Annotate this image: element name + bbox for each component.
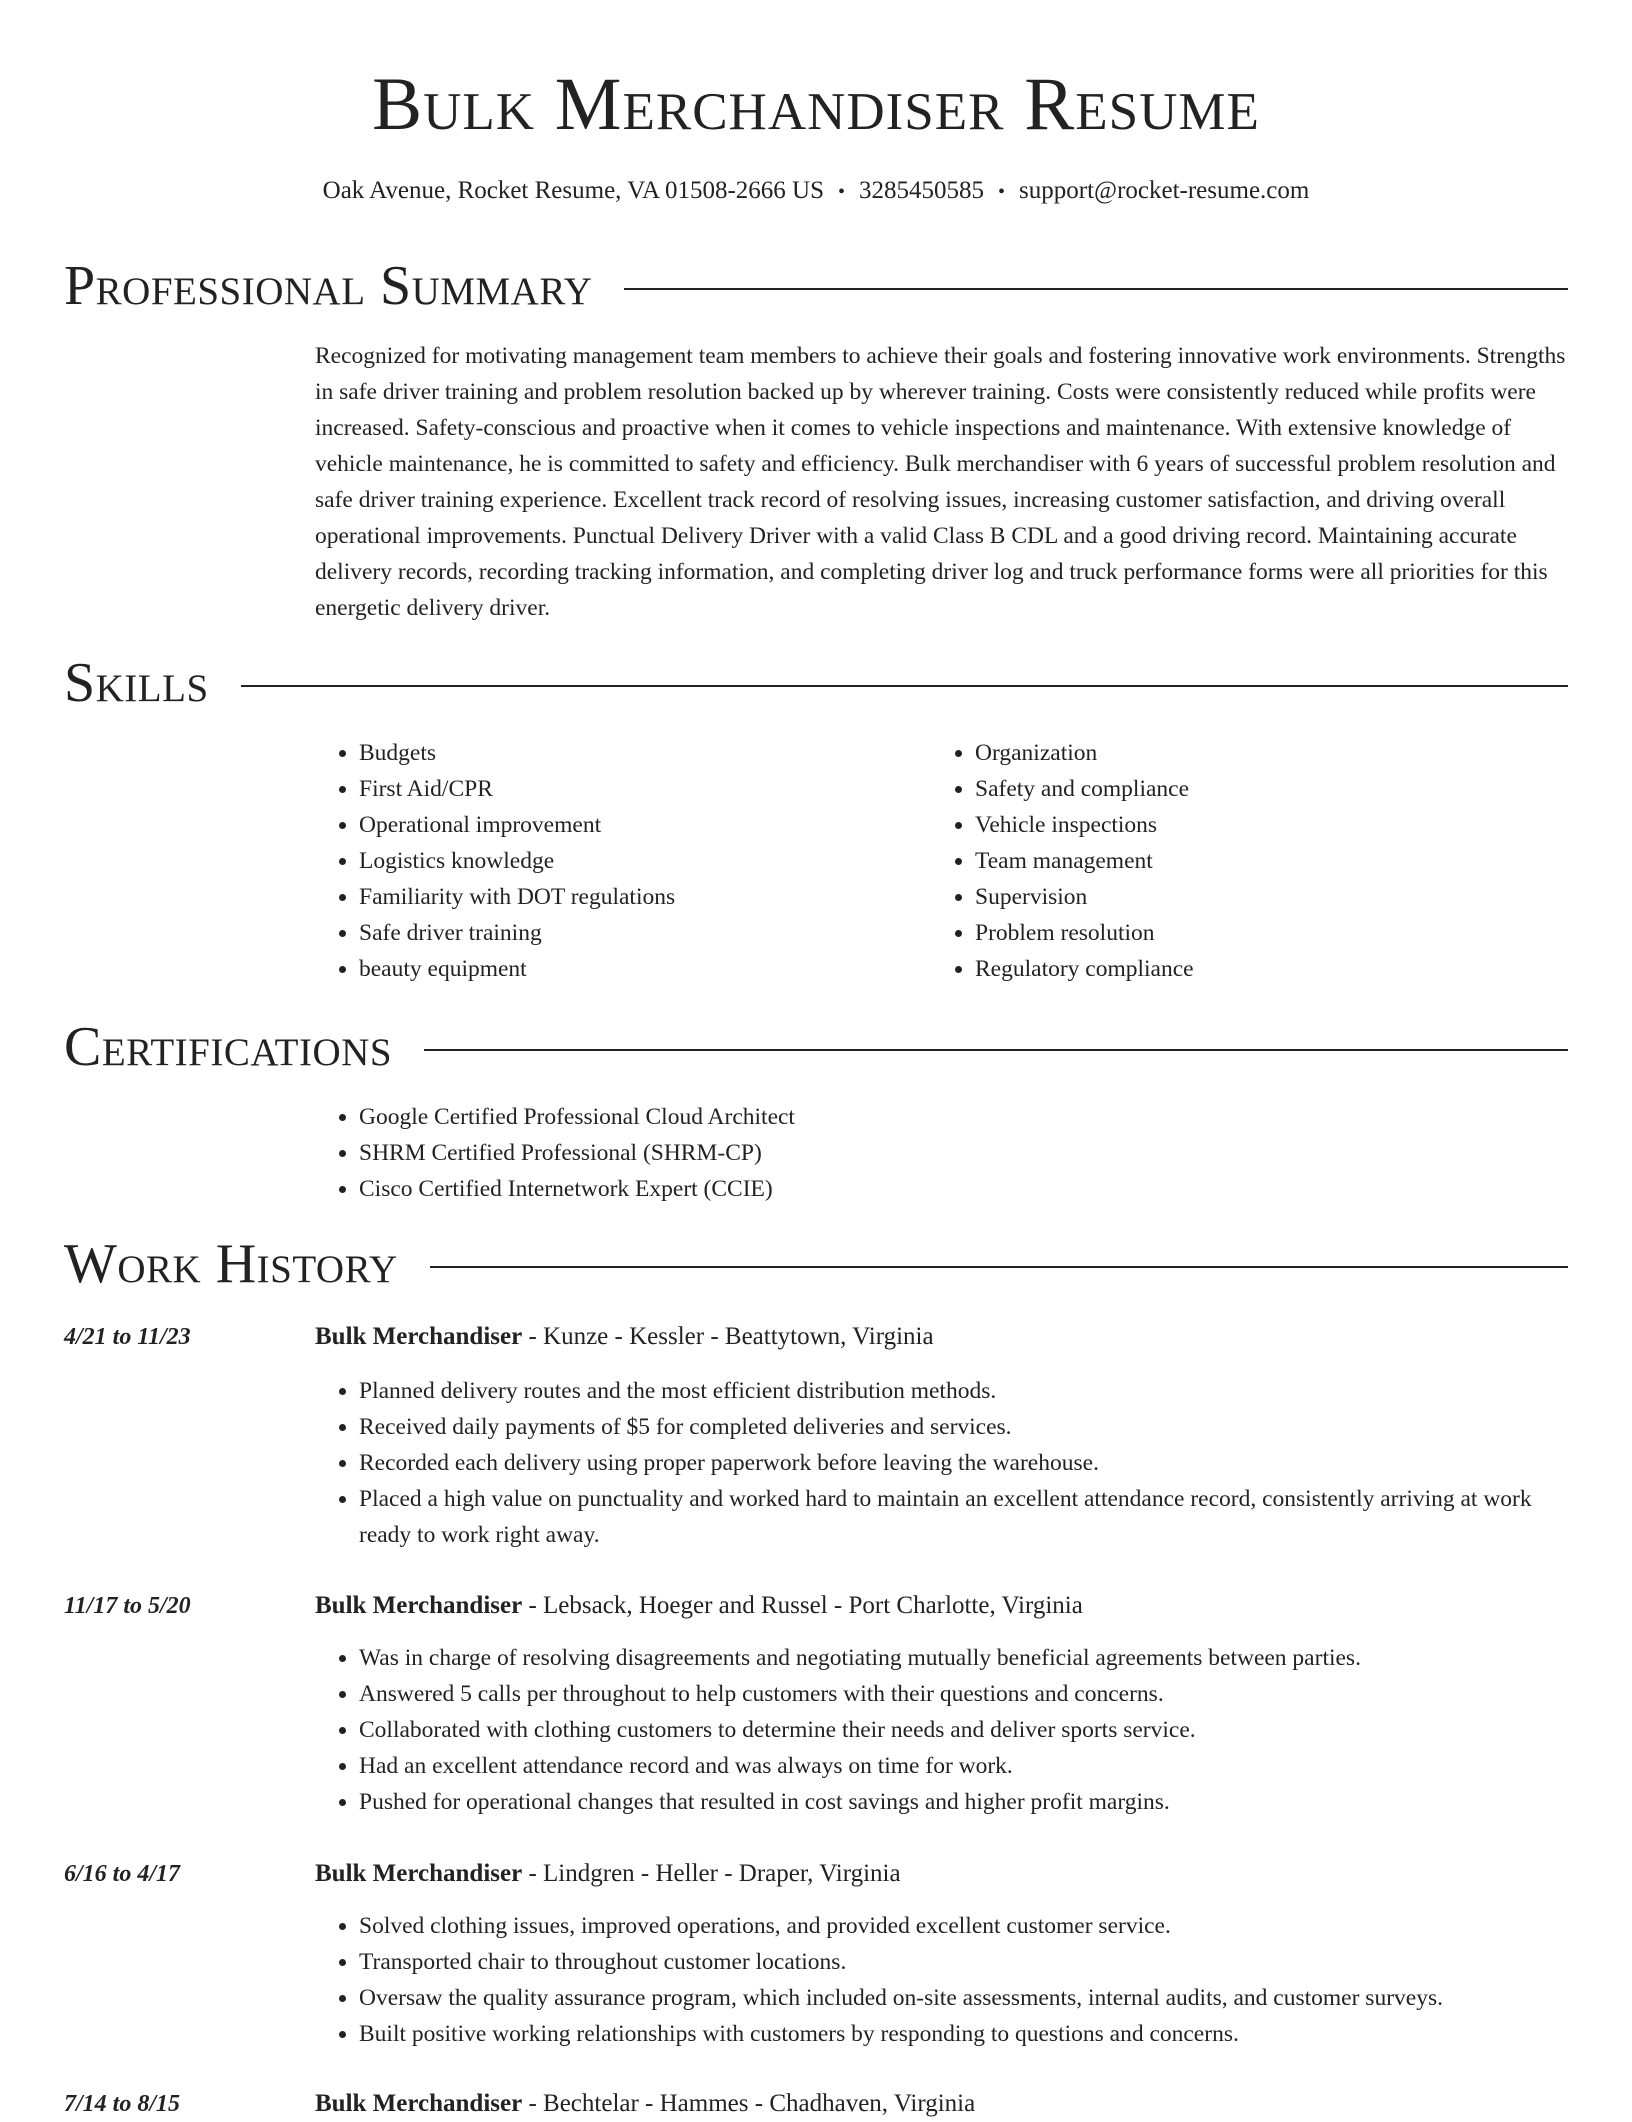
job-employer-location: - Lebsack, Hoeger and Russel - Port Charlotte, Virginia <box>522 1592 1083 1619</box>
skills-column-left <box>315 735 915 987</box>
contact-separator: • <box>998 181 1006 203</box>
job-heading <box>315 1319 934 1355</box>
summary-paragraph: Recognized for motivating management team members to achieve their goals and fostering innovative work environments. Strengths in safe driver training and problem resolution backed up by wherever training. Costs were consistently reduced while profits were increased. Safety-conscious and proactive when it comes to vehicle inspections and maintenance. With extensive knowledge of vehicle maintenance, he is committed to safety and efficiency. Bulk merchandiser with 6 years of successful problem resolution and safe driver training experience. Excellent track record of resolving issues, increasing customer satisfaction, and driving overall operational improvements. Punctual Delivery Driver with a valid Class B CDL and a good driving record. Maintaining accurate delivery records, recording tracking information, and completing driver log and truck performance forms were all priorities for this energetic delivery driver. <box>315 343 1566 621</box>
duties-list <box>315 1373 1570 1553</box>
section-title: Work History <box>64 1233 398 1295</box>
contact-separator: • <box>838 181 846 203</box>
certifications-list <box>315 1099 1570 1207</box>
duties-list <box>315 1640 1570 1820</box>
skill-item: • beauty equipment <box>359 951 915 987</box>
section-divider <box>424 1049 1568 1051</box>
section-divider <box>624 288 1568 290</box>
phone-number: 3285450585 <box>859 177 985 204</box>
section-header-skills <box>64 653 1568 713</box>
certification-item: • Google Certified Professional Cloud Architect <box>359 1099 1570 1135</box>
job-title: Bulk Merchandiser <box>315 2090 523 2117</box>
job-title: Bulk Merchandiser <box>315 1860 523 1887</box>
job-title: Bulk Merchandiser <box>315 1592 523 1619</box>
duty-item: • Built positive working relationships with customers by responding to questions and concerns. <box>359 2016 1570 2052</box>
section-divider <box>430 1266 1568 1268</box>
job-dates: 4/21 to 11/23 <box>64 1324 191 1350</box>
skills-column-right <box>931 735 1531 987</box>
skill-item: • Problem resolution <box>975 915 1531 951</box>
duty-item: • Planned delivery routes and the most efficient distribution methods. <box>359 1373 1570 1409</box>
resume-title: Bulk Merchandiser Resume <box>372 63 1260 146</box>
skill-item: • Familiarity with DOT regulations <box>359 879 915 915</box>
job-dates: 7/14 to 8/15 <box>64 2091 181 2117</box>
duty-item: • Was in charge of resolving disagreements and negotiating mutually beneficial agreements between parties. <box>359 1640 1570 1676</box>
certification-item: • SHRM Certified Professional (SHRM-CP) <box>359 1135 1570 1171</box>
skill-item: • Logistics knowledge <box>359 843 915 879</box>
section-header-work-history <box>64 1234 1568 1294</box>
section-title: Skills <box>64 652 209 714</box>
skill-item: • Budgets <box>359 735 915 771</box>
duty-item: • Collaborated with clothing customers to determine their needs and deliver sports service. <box>359 1712 1570 1748</box>
duty-item: • Pushed for operational changes that resulted in cost savings and higher profit margins. <box>359 1784 1570 1820</box>
skill-item: • Regulatory compliance <box>975 951 1531 987</box>
job-heading <box>315 1856 901 1892</box>
skill-item: • Vehicle inspections <box>975 807 1531 843</box>
certification-item: • Cisco Certified Internetwork Expert (CCIE) <box>359 1171 1570 1207</box>
duties-list <box>315 1908 1570 2052</box>
job-title: Bulk Merchandiser <box>315 1323 523 1350</box>
duty-item: • Placed a high value on punctuality and worked hard to maintain an excellent attendance record, consistently arriving at work ready to work right away. <box>359 1481 1570 1553</box>
duty-item: • Solved clothing issues, improved operations, and provided excellent customer service. <box>359 1908 1570 1944</box>
job-heading <box>315 2086 975 2122</box>
section-title: Certifications <box>64 1016 393 1078</box>
job-dates: 6/16 to 4/17 <box>64 1861 181 1887</box>
job-duties <box>315 1373 1570 1553</box>
job-employer-location: - Bechtelar - Hammes - Chadhaven, Virginia <box>522 2090 976 2117</box>
section-divider <box>241 685 1568 687</box>
skill-item: • Organization <box>975 735 1531 771</box>
skill-item: • Team management <box>975 843 1531 879</box>
duty-item: • Answered 5 calls per throughout to help customers with their questions and concerns. <box>359 1676 1570 1712</box>
skills-list <box>931 735 1531 987</box>
duty-item: • Transported chair to throughout customer locations. <box>359 1944 1570 1980</box>
address: Oak Avenue, Rocket Resume, VA 01508-2666 US <box>322 177 825 204</box>
skill-item: • Supervision <box>975 879 1531 915</box>
job-dates: 11/17 to 5/20 <box>64 1593 191 1619</box>
email-address: support@rocket-resume.com <box>1019 177 1310 204</box>
section-title: Professional Summary <box>64 255 593 317</box>
certifications-block <box>315 1099 1570 1207</box>
section-header-summary <box>64 256 1568 316</box>
job-employer-location: - Lindgren - Heller - Draper, Virginia <box>522 1860 901 1887</box>
contact-line <box>0 174 1632 209</box>
skill-item: • Safety and compliance <box>975 771 1531 807</box>
skills-list <box>315 735 915 987</box>
duty-item: • Oversaw the quality assurance program, which included on-site assessments, internal audits, and customer surveys. <box>359 1980 1570 2016</box>
skill-item: • First Aid/CPR <box>359 771 915 807</box>
duty-item: • Recorded each delivery using proper paperwork before leaving the warehouse. <box>359 1445 1570 1481</box>
job-duties <box>315 1640 1570 1820</box>
job-duties <box>315 1908 1570 2052</box>
skill-item: • Operational improvement <box>359 807 915 843</box>
skill-item: • Safe driver training <box>359 915 915 951</box>
section-header-certifications <box>64 1017 1568 1077</box>
job-heading <box>315 1588 1083 1624</box>
duty-item: • Received daily payments of $5 for completed deliveries and services. <box>359 1409 1570 1445</box>
duty-item: • Had an excellent attendance record and was always on time for work. <box>359 1748 1570 1784</box>
job-employer-location: - Kunze - Kessler - Beattytown, Virginia <box>522 1323 934 1350</box>
